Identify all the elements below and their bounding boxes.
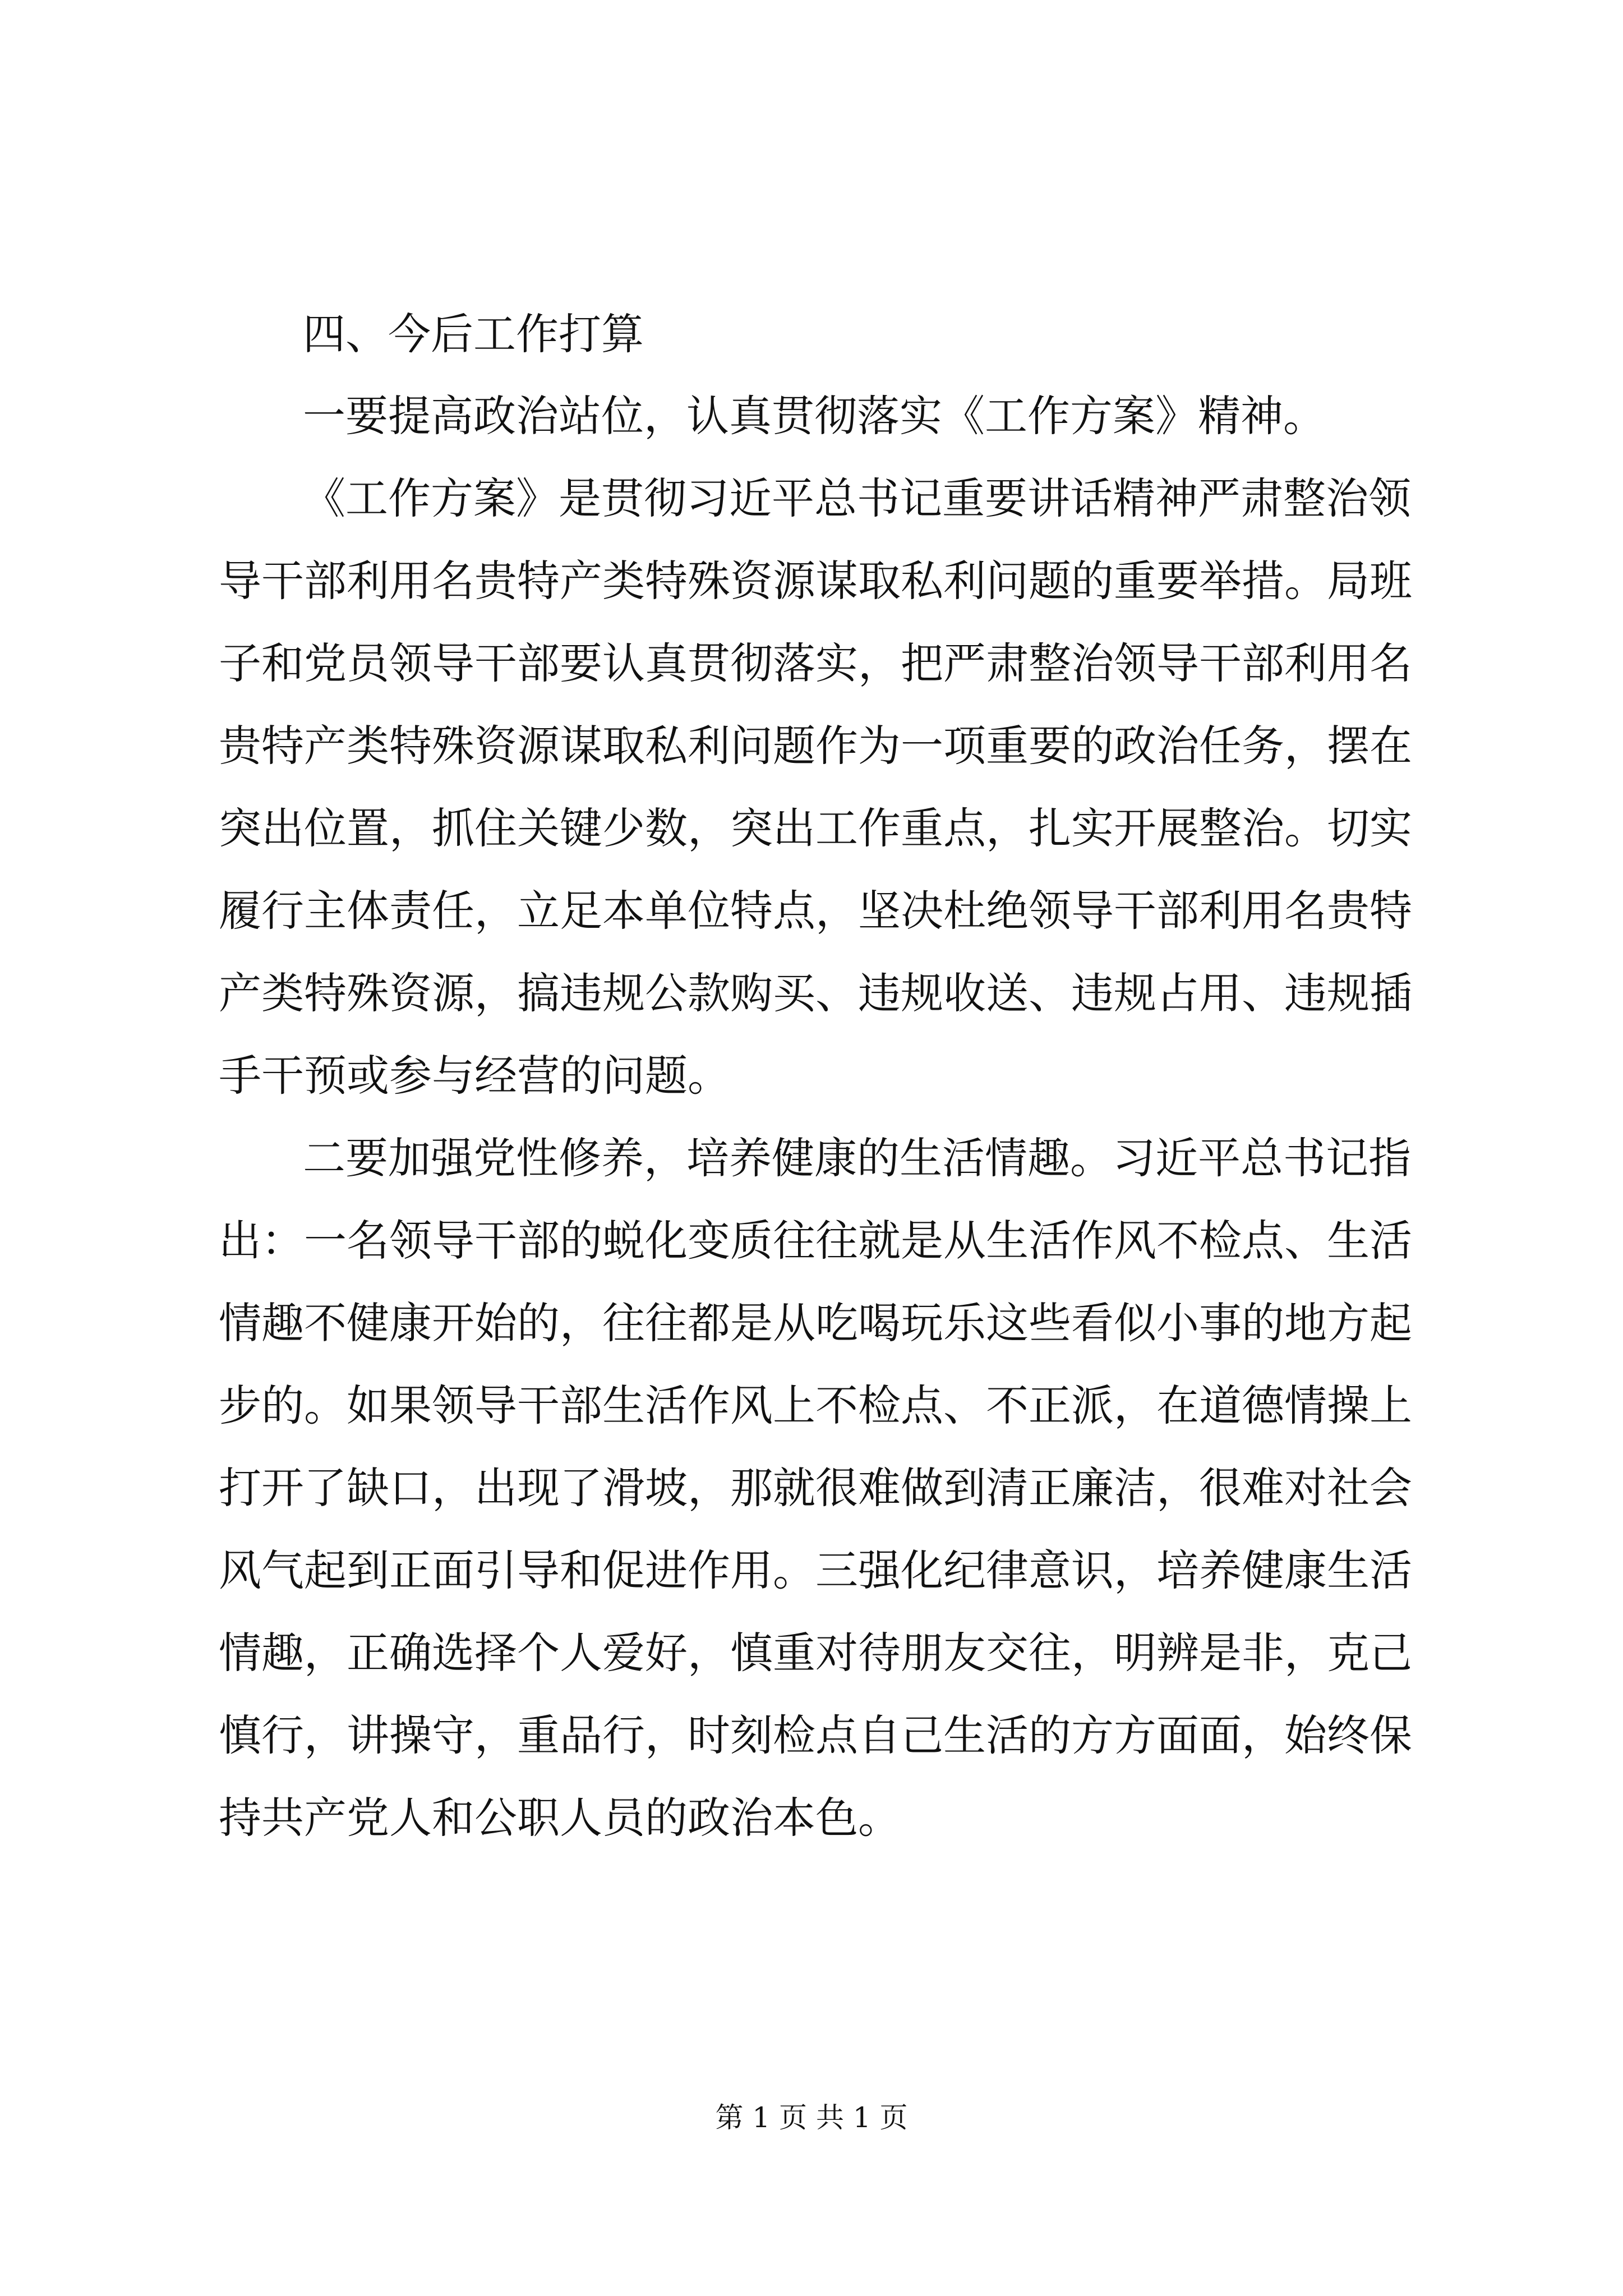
paragraph-line: 贵特产类特殊资源谋取私利问题作为一项重要的政治任务，摆在 — [219, 721, 1412, 771]
page-number-footer: 第 1 页 共 1 页 — [715, 2101, 908, 2134]
paragraph-line: 手干预或参与经营的问题。 — [219, 1051, 730, 1101]
paragraph-line: 慎行，讲操守，重品行，时刻检点自己生活的方方面面，始终保 — [219, 1710, 1412, 1760]
paragraph-line: 履行主体责任，立足本单位特点，坚决杜绝领导干部利用名贵特 — [219, 886, 1412, 936]
paragraph-line: 二要加强党性修养，培养健康的生活情趣。习近平总书记指 — [303, 1133, 1411, 1183]
paragraph-line: 打开了缺口，出现了滑坡，那就很难做到清正廉洁，很难对社会 — [219, 1463, 1412, 1513]
paragraph-line: 出：一名领导干部的蜕化变质往往就是从生活作风不检点、生活 — [219, 1216, 1412, 1266]
paragraph-line: 情趣不健康开始的，往往都是从吃喝玩乐这些看似小事的地方起 — [219, 1298, 1412, 1348]
paragraph-line: 产类特殊资源，搞违规公款购买、违规收送、违规占用、违规插 — [219, 968, 1412, 1018]
paragraph-line: 情趣，正确选择个人爱好，慎重对待朋友交往，明辨是非，克己 — [219, 1628, 1412, 1678]
paragraph-line: 一要提高政治站位，认真贯彻落实《工作方案》精神。 — [303, 391, 1326, 441]
paragraph-line: 子和党员领导干部要认真贯彻落实，把严肃整治领导干部利用名 — [219, 638, 1412, 688]
paragraph-line: 步的。如果领导干部生活作风上不检点、不正派，在道德情操上 — [219, 1381, 1412, 1430]
paragraph-line: 突出位置，抓住关键少数，突出工作重点，扎实开展整治。切实 — [219, 803, 1412, 853]
paragraph-line: 风气起到正面引导和促进作用。三强化纪律意识，培养健康生活 — [219, 1545, 1412, 1595]
section-heading: 四、今后工作打算 — [303, 309, 644, 359]
paragraph-line: 持共产党人和公职人员的政治本色。 — [219, 1793, 901, 1843]
paragraph-line: 导干部利用名贵特产类特殊资源谋取私利问题的重要举措。局班 — [219, 556, 1412, 606]
paragraph-line: 《工作方案》是贯彻习近平总书记重要讲话精神严肃整治领 — [303, 473, 1411, 523]
